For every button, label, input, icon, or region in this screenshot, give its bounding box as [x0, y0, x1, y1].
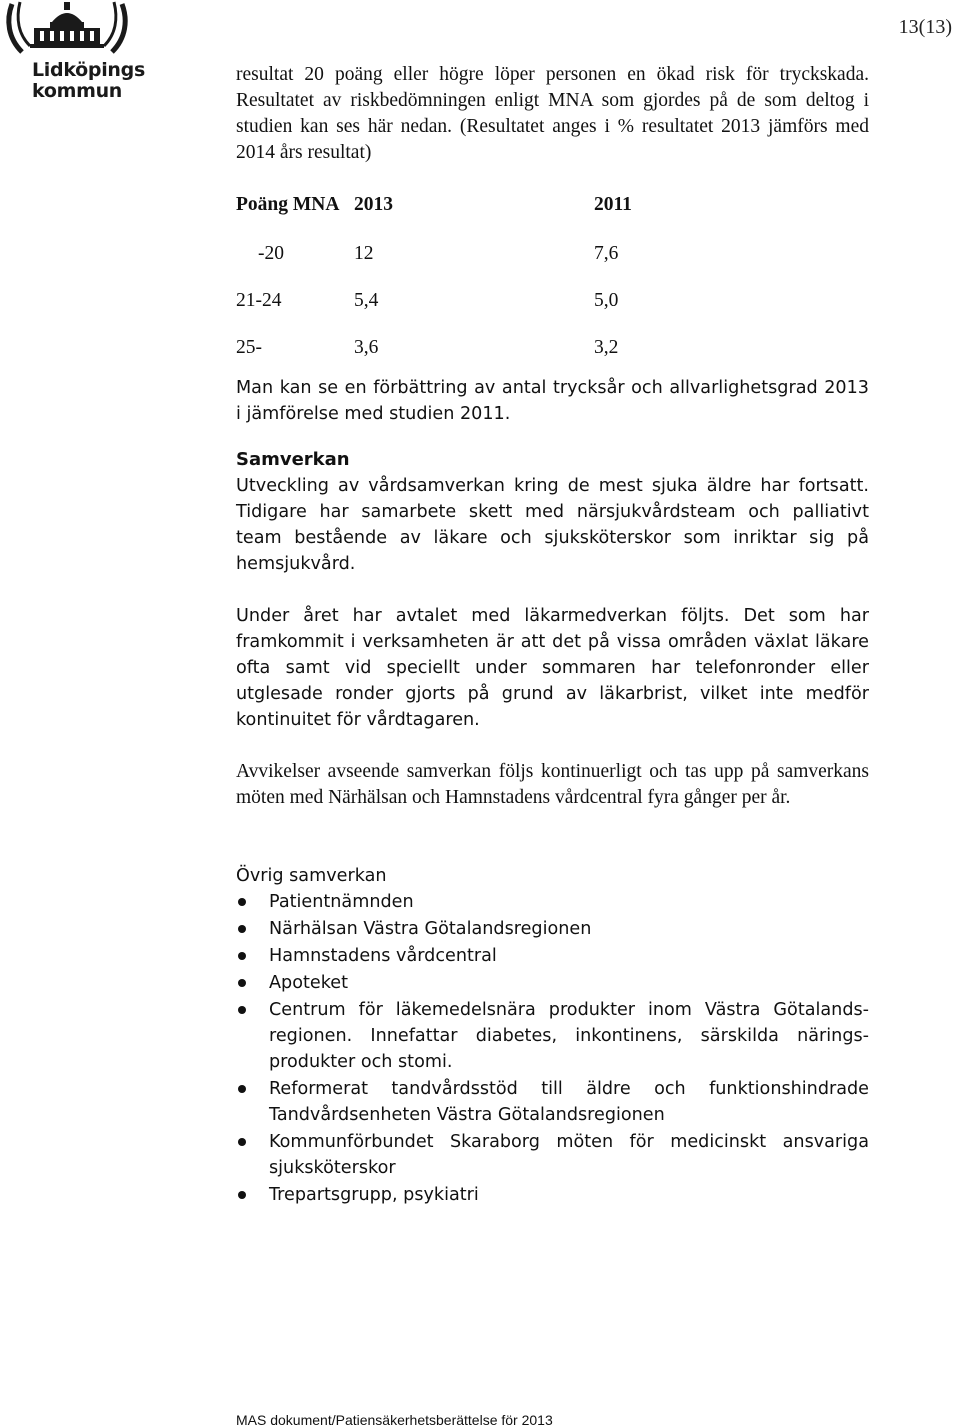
table-header-cell: Poäng MNA — [236, 194, 340, 215]
table-cell: 12 — [354, 242, 374, 264]
table-header-row — [236, 180, 694, 230]
table-row — [236, 277, 694, 324]
list-item-text: Centrum för läkemedelsnära produkter inom Västra Götalands-regionen. Innefattar diabetes, inkontinens, särskilda närings-produkter och stomi. — [269, 1000, 869, 1072]
table-row — [236, 230, 694, 277]
bullet-icon — [238, 898, 246, 906]
table-cell: 21-24 — [236, 289, 282, 311]
list-item — [236, 916, 869, 942]
table-cell: 3,2 — [594, 336, 619, 358]
samverkan-paragraph-2: Under året har avtalet med läkarmedverkan följts. Det som har framkommit i verksamheten är att det på vissa områden växlat läkare ofta samt vid speciellt under sommaren har telefonronder eller utglesade ronder gjorts på grund av läkarbrist, vilket inte medför kontinuitet för vårdtagaren. — [236, 606, 869, 730]
bullet-icon — [238, 1085, 246, 1093]
samverkan-paragraph-3: Avvikelser avseende samverkan följs kontinuerligt och tas upp på samverkans möten med Närhälsan och Hamnstadens vårdcentral fyra gånger per år. — [236, 761, 869, 808]
table-cell: 7,6 — [594, 242, 619, 264]
list-item-text: Hamnstadens vårdcentral — [269, 946, 497, 966]
document-body — [236, 62, 869, 1209]
logo-text-line1: Lidköpings — [32, 59, 145, 81]
table-header-cell: 2011 — [594, 194, 632, 215]
list-item-text: Apoteket — [269, 973, 348, 993]
list-item-text: Kommunförbundet Skaraborg möten för medicinskt ansvariga sjuksköterskor — [269, 1132, 869, 1178]
ovrig-samverkan-list — [236, 889, 869, 1208]
bullet-icon — [238, 1191, 246, 1199]
intro-paragraph: resultat 20 poäng eller högre löper personen en ökad risk för tryckskada. Resultatet av riskbedömningen enligt MNA som gjordes på de som deltog i studien kan ses här nedan. (Resultatet anges i % resultatet 2013 jämförs med 2014 års resultat) — [236, 64, 869, 163]
samverkan-paragraph-1: Utveckling av vårdsamverkan kring de mest sjuka äldre har fortsatt. Tidigare har samarbete skett med närsjukvårdsteam och palliativt team bestående av läkare och sjuksköterskor som inriktar sig på hemsjukvård. — [236, 476, 869, 574]
bullet-icon — [238, 925, 246, 933]
list-item — [236, 889, 869, 915]
ovrig-samverkan-heading: Övrig samverkan — [236, 866, 387, 886]
list-item — [236, 1076, 869, 1128]
list-item-text: Reformerat tandvårdsstöd till äldre och funktionshindrade Tandvårdsenheten Västra Götalandsregionen — [269, 1079, 869, 1125]
table-cell: 5,4 — [354, 289, 379, 311]
bullet-icon — [238, 952, 246, 960]
bullet-icon — [238, 1138, 246, 1146]
list-item-text: Patientnämnden — [269, 892, 414, 912]
list-item — [236, 970, 869, 996]
bullet-icon — [238, 1006, 246, 1014]
list-item — [236, 1182, 869, 1208]
church-emblem-icon — [4, 0, 134, 62]
list-item — [236, 997, 869, 1075]
table-cell: -20 — [258, 242, 284, 264]
municipality-logo — [4, 0, 145, 108]
samverkan-heading: Samverkan — [236, 449, 350, 470]
list-item — [236, 1129, 869, 1181]
list-item-text: Trepartsgrupp, psykiatri — [269, 1185, 479, 1205]
list-item-text: Närhälsan Västra Götalandsregionen — [269, 919, 592, 939]
table-cell: 5,0 — [594, 289, 619, 311]
list-item — [236, 943, 869, 969]
bullet-icon — [238, 979, 246, 987]
improvement-paragraph: Man kan se en förbättring av antal trycksår och allvarlighetsgrad 2013 i jämförelse med studien 2011. — [236, 378, 869, 424]
page-number: 13(13) — [898, 16, 952, 38]
table-cell: 3,6 — [354, 336, 379, 358]
mna-results-table — [236, 180, 694, 371]
table-row — [236, 324, 694, 371]
table-header-cell: 2013 — [354, 194, 393, 215]
table-cell: 25- — [236, 336, 262, 358]
document-footer: MAS dokument/Patiensäkerhetsberättelse för 2013 — [236, 1412, 553, 1428]
logo-text-line2: kommun — [32, 80, 123, 102]
